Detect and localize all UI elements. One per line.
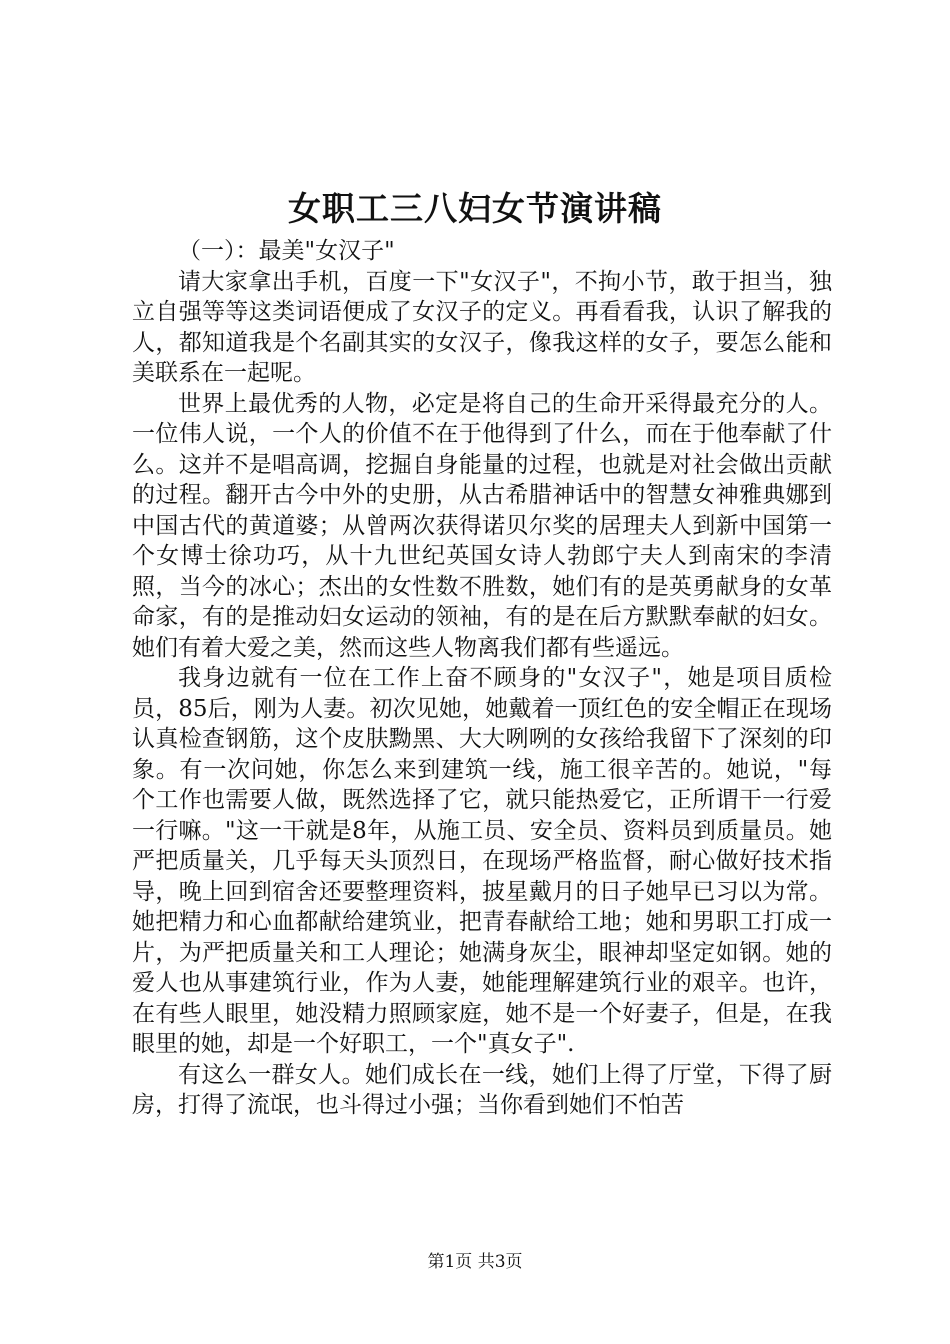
body-paragraph-4: 有这么一群女人。她们成长在一线，她们上得了厅堂，下得了厨房，打得了流氓，也斗得过小强；当你看到她们不怕苦 (132, 1061, 832, 1118)
document-title: 女职工三八妇女节演讲稿 (288, 189, 662, 228)
body-paragraph-1: 请大家拿出手机，百度一下"女汉子"，不拘小节，敢于担当，独立自强等等这类词语便成了女汉子的定义。再看看我，认识了解我的人，都知道我是个名副其实的女汉子，像我这样的女子，要怎么能和美联系在一起呢。 (132, 268, 832, 386)
document-body (132, 236, 832, 1121)
page-footer (0, 1250, 950, 1274)
body-paragraph-3: 我身边就有一位在工作上奋不顾身的"女汉子"，她是项目质检员，85后，刚为人妻。初次见她，她戴着一顶红色的安全帽正在现场认真检查钢筋，这个皮肤黝黑、大大咧咧的女孩给我留下了深刻的印象。有一次问她，你怎么来到建筑一线，施工很辛苦的。她说，"每个工作也需要人做，既然选择了它，就只能热爱它，正所谓干一行爱一行嘛。"这一干就是8年，从施工员、安全员、资料员到质量员。她严把质量关，几乎每天头顶烈日，在现场严格监督，耐心做好技术指导，晚上回到宿舍还要整理资料，披星戴月的日子她早已习以为常。她把精力和心血都献给建筑业，把青春献给工地；她和男职工打成一片，为严把质量关和工人理论；她满身灰尘，眼神却坚定如钢。她的爱人也从事建筑行业，作为人妻，她能理解建筑行业的艰辛。也许，在有些人眼里，她没精力照顾家庭，她不是一个好妻子，但是，在我眼里的她，却是一个好职工，一个"真女子". (132, 665, 832, 1057)
section-subheading: （一）：最美"女汉子" (178, 238, 395, 264)
page-indicator: 第1页 共3页 (427, 1252, 523, 1272)
body-paragraph-2: 世界上最优秀的人物，必定是将自己的生命开采得最充分的人。一位伟人说，一个人的价值不在于他得到了什么，而在于他奉献了什么。这并不是唱高调，挖掘自身能量的过程，也就是对社会做出贡献的过程。翻开古今中外的史册，从古希腊神话中的智慧女神雅典娜到中国古代的黄道婆；从曾两次获得诺贝尔奖的居理夫人到新中国第一个女博士徐功巧，从十九世纪英国女诗人勃郎宁夫人到南宋的李清照，当今的冰心；杰出的女性数不胜数，她们有的是英勇献身的女革命家，有的是推动妇女运动的领袖，有的是在后方默默奉献的妇女。她们有着大爱之美，然而这些人物离我们都有些遥远。 (132, 390, 832, 661)
